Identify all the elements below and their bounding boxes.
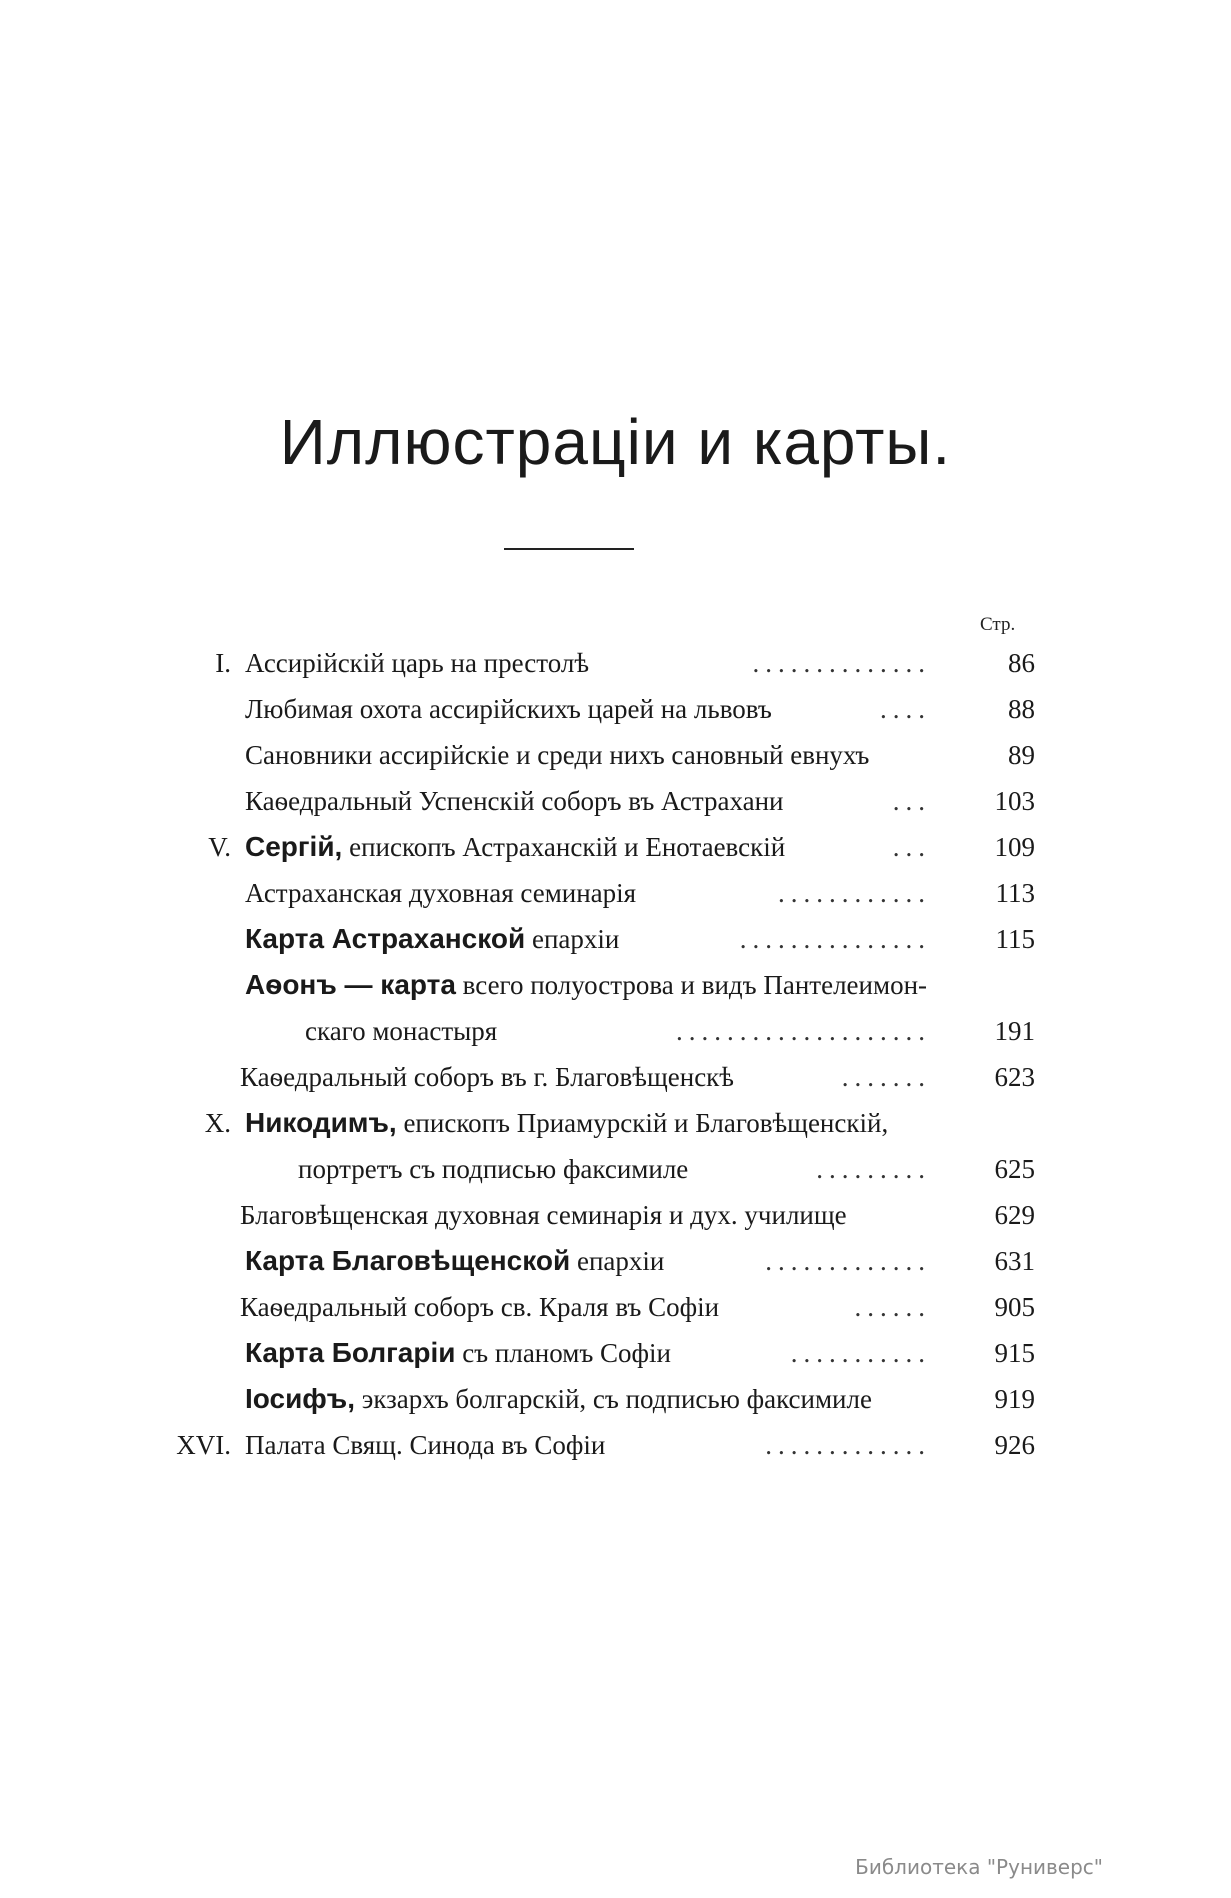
entry-description: епархіи [576, 1246, 665, 1276]
entry-description: скаго монастыря [305, 1016, 498, 1046]
entry-text [245, 732, 869, 778]
page-number: 191 [994, 1016, 1035, 1046]
section-number: I. [215, 648, 231, 678]
dot-leader: ............. [765, 1430, 931, 1460]
entry-text [245, 778, 784, 824]
entry-bold-heading: Іосифъ, [245, 1383, 355, 1414]
page-number: 625 [994, 1154, 1035, 1184]
toc-entry [0, 1422, 1231, 1468]
entry-text [245, 640, 589, 686]
page-number: 109 [994, 832, 1035, 862]
entry-description: Сановники ассирійскіе и среди нихъ сановный евнухъ [245, 740, 870, 770]
page-number: 915 [994, 1338, 1035, 1368]
entry-text [240, 1284, 719, 1330]
entry-bold-heading: Сергій, [245, 831, 343, 862]
dot-leader: ............. [765, 1246, 931, 1276]
entry-text [245, 824, 785, 870]
entry-description: епархіи [531, 924, 620, 954]
toc-entry [0, 686, 1231, 732]
toc-entry [0, 1284, 1231, 1330]
section-number: X. [204, 1108, 231, 1138]
page-number: 623 [994, 1062, 1035, 1092]
toc-entry [0, 1192, 1231, 1238]
library-watermark: Библиотека "Руниверс" [855, 1855, 1103, 1879]
entry-description: Палата Свящ. Синода въ Софіи [245, 1430, 606, 1460]
page-number: 86 [1008, 648, 1035, 678]
entry-text [245, 1238, 664, 1284]
entry-description: епископъ Приамурскій и Благовѣщенскій, [403, 1108, 889, 1138]
title-divider [504, 548, 634, 550]
page-number: 89 [1008, 740, 1035, 770]
toc-entry [0, 1146, 1231, 1192]
entry-text [245, 1422, 605, 1468]
toc-entry [0, 1330, 1231, 1376]
toc-entry [0, 1376, 1231, 1422]
entry-text [240, 1192, 847, 1238]
entry-text [305, 1008, 497, 1054]
toc-entry [0, 962, 1231, 1008]
entry-description: Каѳедральный Успенскій соборъ въ Астрахани [245, 786, 784, 816]
entry-bold-heading: Никодимъ, [245, 1107, 397, 1138]
dot-leader: ............... [739, 924, 931, 954]
entry-bold-heading: Аѳонъ — карта [245, 969, 456, 1000]
entry-text [245, 1100, 888, 1146]
toc-entry [0, 640, 1231, 686]
entry-description: экзархъ болгарскій, съ подписью факсимиле [361, 1384, 872, 1414]
section-number: XVI. [176, 1430, 231, 1460]
entry-description: Каѳедральный соборъ св. Краля въ Софіи [240, 1292, 720, 1322]
toc-entry [0, 732, 1231, 778]
dot-leader: .............. [752, 648, 931, 678]
entry-description: Ассирійскій царь на престолѣ [245, 648, 589, 678]
dot-leader: ... [892, 786, 931, 816]
page-number: 115 [995, 924, 1035, 954]
page-title: Иллюстраціи и карты. [279, 406, 952, 478]
dot-leader: ........... [790, 1338, 931, 1368]
dot-leader: ...... [854, 1292, 931, 1322]
dot-leader: ......... [816, 1154, 931, 1184]
toc-entry [0, 1100, 1231, 1146]
dot-leader: ....... [841, 1062, 931, 1092]
page-number: 926 [994, 1430, 1035, 1460]
entry-text [245, 686, 772, 732]
dot-leader: .................... [676, 1016, 931, 1046]
entry-text [298, 1146, 688, 1192]
toc-entry [0, 870, 1231, 916]
entry-description: Благовѣщенская духовная семинарія и дух. училище [240, 1200, 847, 1230]
entry-text [245, 1376, 872, 1422]
entry-text [245, 962, 927, 1008]
toc-entry [0, 778, 1231, 824]
entry-text [245, 1330, 671, 1376]
entry-description: Каѳедральный соборъ въ г. Благовѣщенскѣ [240, 1062, 734, 1092]
entry-text [245, 916, 619, 962]
entry-text [245, 870, 636, 916]
entry-text [240, 1054, 734, 1100]
page-number: 631 [994, 1246, 1035, 1276]
entry-description: всего полуострова и видъ Пантелеимон- [462, 970, 928, 1000]
entry-description: портретъ съ подписью факсимиле [298, 1154, 689, 1184]
toc-entry [0, 824, 1231, 870]
entry-description: Астраханская духовная семинарія [245, 878, 637, 908]
entry-bold-heading: Карта Болгаріи [245, 1337, 456, 1368]
page-number: 88 [1008, 694, 1035, 724]
toc-entry [0, 1238, 1231, 1284]
toc-entry [0, 916, 1231, 962]
page-column-label: Стр. [980, 614, 1016, 635]
entry-description: Любимая охота ассирійскихъ царей на львовъ [245, 694, 772, 724]
page-number: 629 [994, 1200, 1035, 1230]
section-number: V. [208, 832, 231, 862]
dot-leader: .... [880, 694, 931, 724]
page-number: 103 [994, 786, 1035, 816]
entry-description: епископъ Астраханскій и Енотаевскій [349, 832, 786, 862]
entry-bold-heading: Карта Астраханской [245, 923, 526, 954]
toc-entry [0, 1054, 1231, 1100]
dot-leader: ............ [778, 878, 931, 908]
page-number: 919 [994, 1384, 1035, 1414]
toc-entry [0, 1008, 1231, 1054]
page-number: 113 [995, 878, 1035, 908]
entry-bold-heading: Карта Благовѣщенской [245, 1245, 571, 1276]
page-number: 905 [994, 1292, 1035, 1322]
entry-description: съ планомъ Софіи [462, 1338, 671, 1368]
dot-leader: ... [892, 832, 931, 862]
